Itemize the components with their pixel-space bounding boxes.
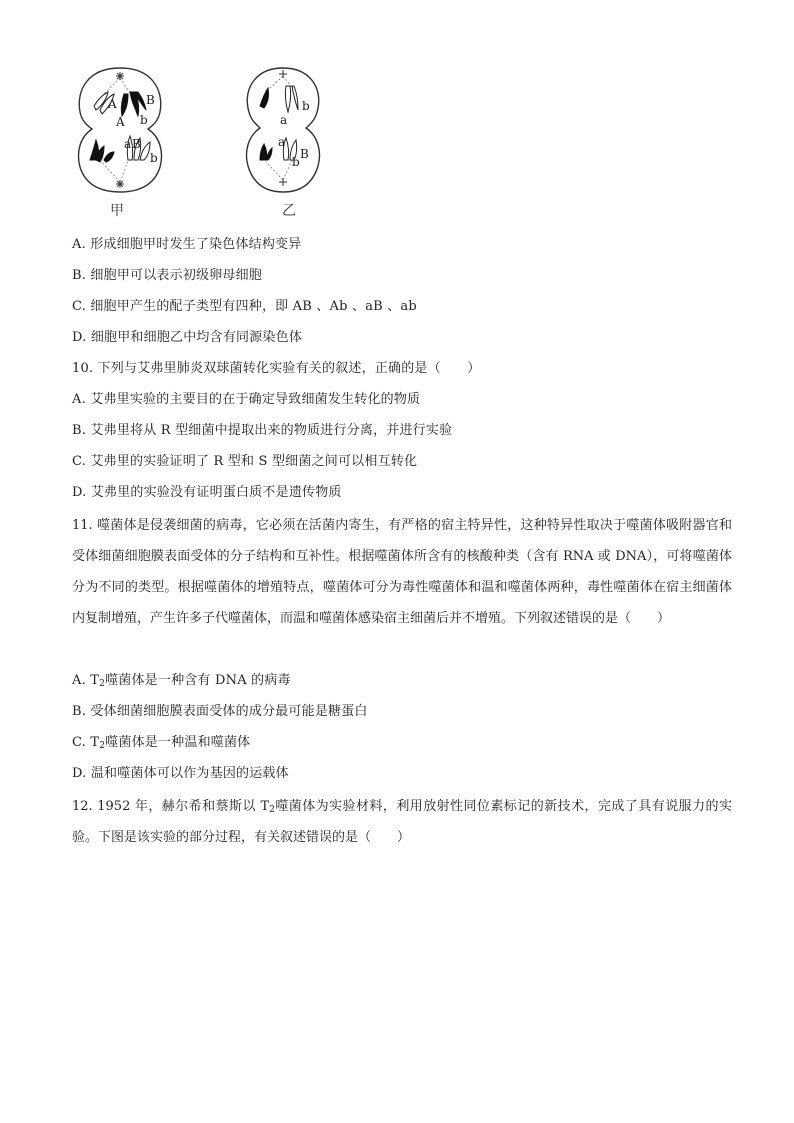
centrosome-top <box>279 70 287 78</box>
q11-option-a-prefix: A. T <box>72 673 100 688</box>
q11-option-c-subscript: 2 <box>99 741 106 751</box>
q11-option-a-text: 噬菌体是一种含有 DNA 的病毒 <box>105 673 291 688</box>
lower-chromosomes <box>90 136 150 162</box>
q9-option-b: B. 细胞甲可以表示初级卵母细胞 <box>72 268 263 283</box>
q9-option-d: D. 细胞甲和细胞乙中均含有同源染色体 <box>72 330 303 345</box>
q10-stem: 10. 下列与艾弗里肺炎双球菌转化实验有关的叙述，正确的是（ ） <box>72 361 481 376</box>
q10-option-a: A. 艾弗里实验的主要目的在于确定导致细菌发生转化的物质 <box>72 392 421 407</box>
label-jia-b2: b <box>150 151 158 165</box>
q11-option-c-prefix: C. T <box>72 735 100 750</box>
q11-stem: 11. 噬菌体是侵袭细菌的病毒，它必须在活菌内寄生，有严格的宿主特异性，这种特异性取决于噬菌体吸附器官和受体细菌细胞膜表面受体的分子结构和互补性。根据噬菌体所含有的核酸种类（含有 RNA 或 DNA），可将噬菌体分为不同的类型。根据噬菌体的增殖特点，噬菌体可分为毒性噬菌体和温和噬菌体两种，毒性噬菌体在宿主细菌体内复制增殖，产生许多子代噬菌体，而温和噬菌体感染宿主细菌后并不增殖。下列叙述错误的是（ ） <box>72 518 732 626</box>
centrosome-top <box>116 72 124 80</box>
caption-jia: 甲 <box>110 203 124 219</box>
q10-option-c: C. 艾弗里的实验证明了 R 型和 S 型细菌之间可以相互转化 <box>72 454 418 469</box>
label-yi-b1: b <box>302 99 310 113</box>
q9-option-c: C. 细胞甲产生的配子类型有四种，即 AB 、Ab 、aB 、ab <box>72 299 417 314</box>
q12-stem-subscript: 2 <box>269 805 275 815</box>
label-jia-b1: b <box>140 113 148 127</box>
q11-option-c-text: 噬菌体是一种温和噬菌体 <box>105 735 251 750</box>
cell-division-figure <box>70 62 350 222</box>
label-jia-A2: A <box>116 115 125 129</box>
cell-yi-diagram <box>238 62 328 197</box>
upper-chromosomes <box>260 86 298 112</box>
q12-stem-text: 噬菌体为实验材料，利用放射性同位素标记的新技术，完成了具有说服力的实验。下图是该实验的部分过程，有关叙述错误的是（ ） <box>72 799 732 845</box>
cell-membrane <box>79 68 162 192</box>
upper-chromosomes <box>94 92 146 116</box>
caption-yi: 乙 <box>282 203 296 219</box>
label-jia-B2: B <box>132 137 141 151</box>
label-yi-a1: a <box>280 113 288 127</box>
label-jia-a1: a <box>124 137 132 151</box>
label-yi-a2: a <box>278 135 286 149</box>
label-jia-B1: B <box>146 93 155 107</box>
q11-option-a-subscript: 2 <box>99 679 106 689</box>
label-yi-b2: b <box>292 155 300 169</box>
q11-option-c <box>72 734 250 752</box>
q10-option-b: B. 艾弗里将从 R 型细菌中提取出来的物质进行分离，并进行实验 <box>72 423 453 438</box>
q9-option-a: A. 形成细胞甲时发生了染色体结构变异 <box>72 237 302 252</box>
cell-jia-diagram <box>70 62 170 197</box>
q12-stem <box>72 791 732 853</box>
q12-stem-prefix: 12. 1952 年，赫尔希和蔡斯以 T <box>72 799 270 814</box>
cell-membrane <box>247 68 320 192</box>
q11-option-b: B. 受体细菌细胞膜表面受体的成分最可能是糖蛋白 <box>72 704 368 719</box>
q11-option-d: D. 温和噬菌体可以作为基因的运载体 <box>72 766 289 781</box>
label-jia-A1: A <box>108 97 117 111</box>
q10-option-d: D. 艾弗里的实验没有证明蛋白质不是遗传物质 <box>72 485 342 500</box>
q11-option-a <box>72 672 291 690</box>
centrosome-bottom <box>279 178 287 186</box>
label-yi-B1: B <box>300 147 309 161</box>
